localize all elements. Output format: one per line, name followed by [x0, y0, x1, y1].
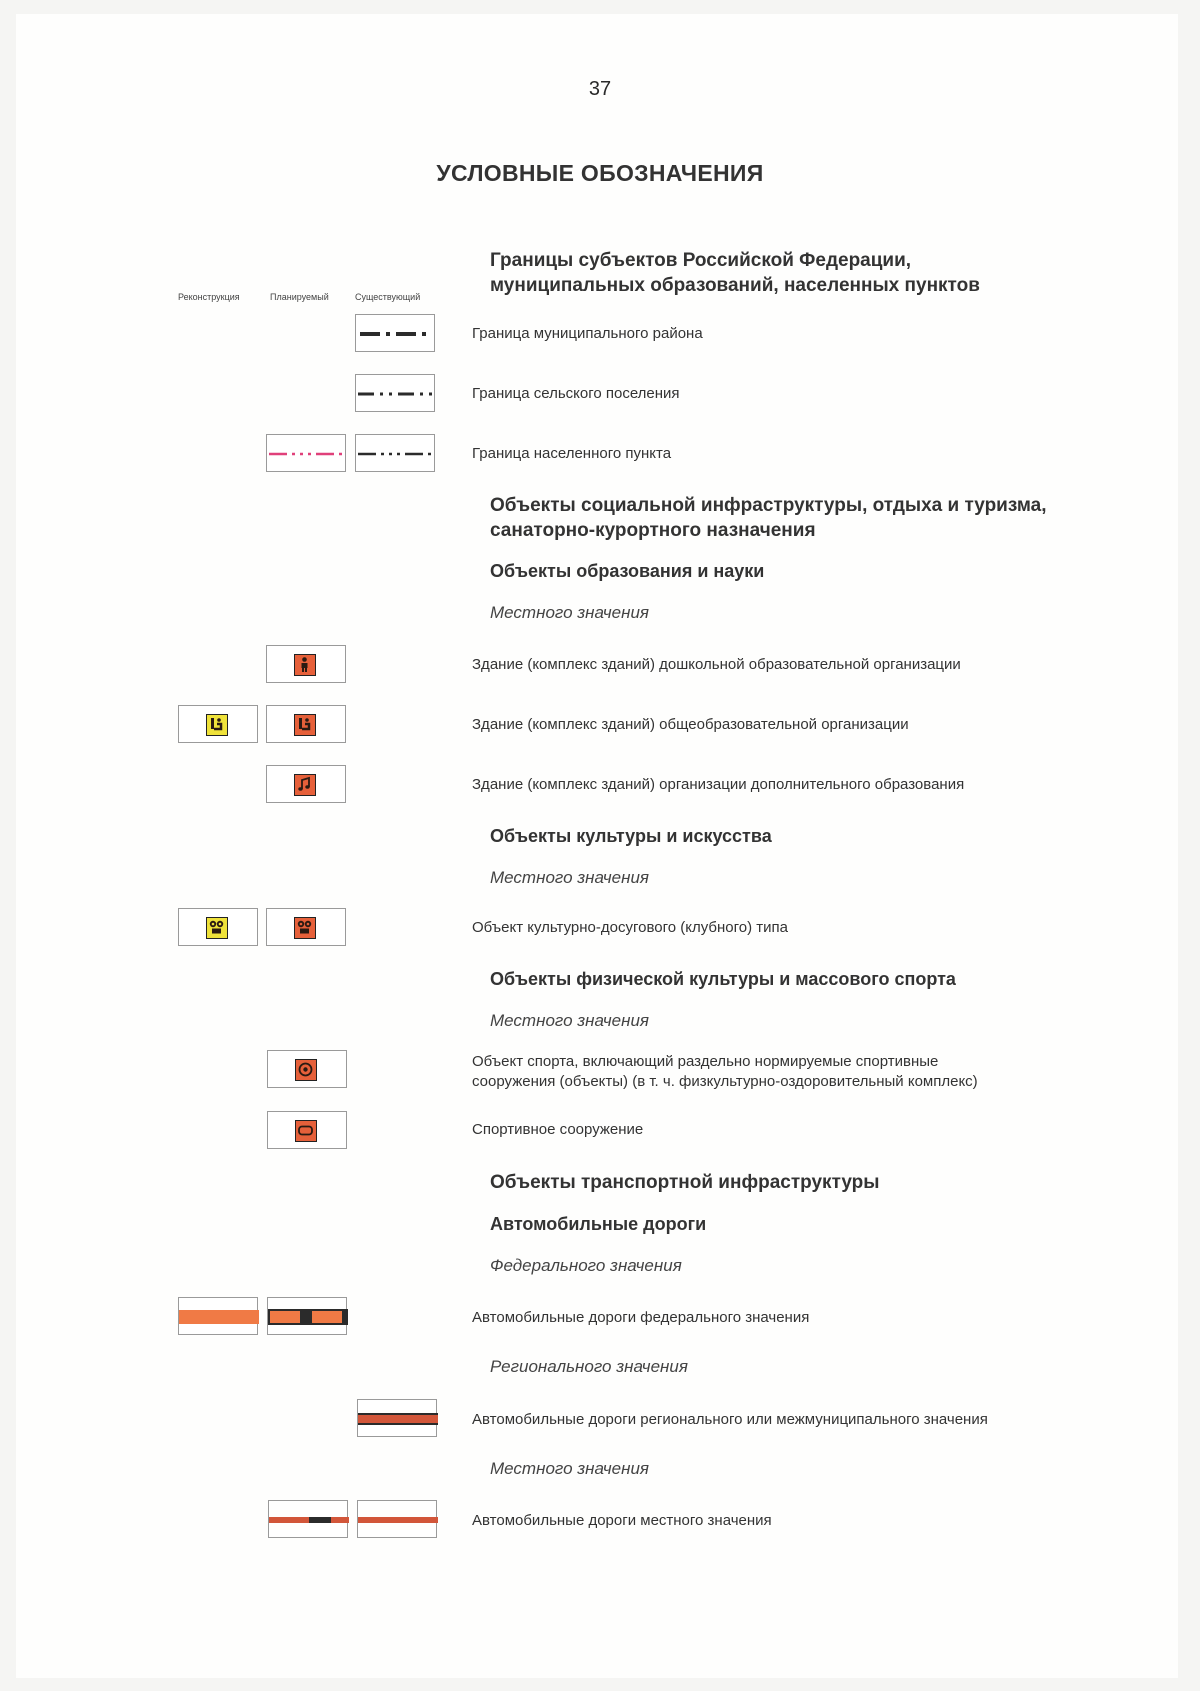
legend-label: Граница населенного пункта — [472, 445, 672, 462]
school-reconstruction-symbol — [178, 705, 258, 743]
legend-label: Здание (комплекс зданий) дошкольной образовательной организации — [472, 656, 961, 673]
borders-heading: Границы субъектов Российской Федерации, муниципальных образований, населенных пунктов — [490, 250, 980, 296]
regional-road-existing-symbol — [357, 1399, 437, 1437]
social-infrastructure-heading: Объекты социальной инфраструктуры, отдыха и туризма, санаторно-курортного назначения — [490, 495, 1047, 541]
local-road-line — [358, 1501, 438, 1539]
page-title: УСЛОВНЫЕ ОБОЗНАЧЕНИЯ — [436, 160, 764, 186]
legend-label: Граница сельского поселения — [472, 385, 680, 402]
federal-road-planned-symbol — [267, 1297, 347, 1335]
sport-subheading: Местного значения — [490, 1011, 649, 1030]
settlement-border-pink-line — [267, 435, 347, 473]
music-note-icon — [294, 774, 316, 796]
column-header-planned: Планируемый — [270, 292, 329, 302]
preschool-child-icon — [294, 654, 316, 676]
federal-road-planned-line — [268, 1298, 348, 1336]
rural-settlement-border-existing-symbol — [355, 374, 435, 412]
school-existing-symbol — [266, 705, 346, 743]
regional-road-line — [358, 1400, 438, 1438]
settlement-border-existing-symbol — [355, 434, 435, 472]
culture-subheading: Местного значения — [490, 868, 649, 887]
legend-label: Здание (комплекс зданий) организации дополнительного образования — [472, 776, 965, 793]
additional-education-existing-symbol — [266, 765, 346, 803]
page-number: 37 — [588, 78, 612, 100]
roads-heading: Автомобильные дороги — [490, 1214, 707, 1234]
sport-facility-existing-symbol — [267, 1111, 347, 1149]
legend-label: Спортивное сооружение — [472, 1121, 644, 1138]
preschool-existing-symbol — [266, 645, 346, 683]
culture-heading: Объекты культуры и искусства — [490, 826, 772, 846]
municipal-district-border-line — [356, 315, 436, 353]
federal-road-line — [179, 1298, 259, 1336]
local-subheading: Местного значения — [490, 1459, 649, 1478]
rural-settlement-border-line — [356, 375, 436, 413]
legend-label: Граница муниципального района — [472, 325, 703, 342]
theatre-masks-icon — [206, 917, 228, 939]
sport-complex-existing-symbol — [267, 1050, 347, 1088]
legend-label: Здание (комплекс зданий) общеобразовательной организации — [472, 716, 909, 733]
theatre-masks-icon — [294, 917, 316, 939]
local-road-planned-line — [269, 1501, 349, 1539]
legend-label-sport-complex: Объект спорта, включающий раздельно нормируемые спортивные сооружения (объекты) (в т. ч. физкультурно-оздоровительный комплекс) — [472, 1053, 978, 1090]
settlement-border-line — [356, 435, 436, 473]
federal-subheading: Федерального значения — [490, 1256, 682, 1275]
municipal-district-border-existing-symbol — [355, 314, 435, 352]
federal-road-reconstruction-symbol — [178, 1297, 258, 1335]
cultural-club-existing-symbol — [266, 908, 346, 946]
settlement-border-planned-symbol — [266, 434, 346, 472]
education-subheading: Местного значения — [490, 603, 649, 622]
cultural-club-reconstruction-symbol — [178, 908, 258, 946]
sport-field-icon — [295, 1120, 317, 1142]
legend-label: Автомобильные дороги федерального значения — [472, 1309, 810, 1326]
local-road-existing-symbol — [357, 1500, 437, 1538]
regional-subheading: Регионального значения — [490, 1357, 688, 1376]
transport-heading: Объекты транспортной инфраструктуры — [490, 1172, 880, 1193]
sport-heading: Объекты физической культуры и массового спорта — [490, 969, 956, 989]
local-road-planned-symbol — [268, 1500, 348, 1538]
column-header-existing: Существующий — [355, 292, 421, 302]
education-heading: Объекты образования и науки — [490, 561, 765, 581]
legend-label: Объект культурно-досугового (клубного) типа — [472, 919, 788, 936]
column-header-reconstruction: Реконструкция — [178, 292, 240, 302]
school-pupil-icon — [206, 714, 228, 736]
ball-icon — [295, 1059, 317, 1081]
legend-label: Автомобильные дороги регионального или межмуниципального значения — [472, 1411, 988, 1428]
legend-label: Автомобильные дороги местного значения — [472, 1512, 772, 1529]
school-pupil-icon — [294, 714, 316, 736]
